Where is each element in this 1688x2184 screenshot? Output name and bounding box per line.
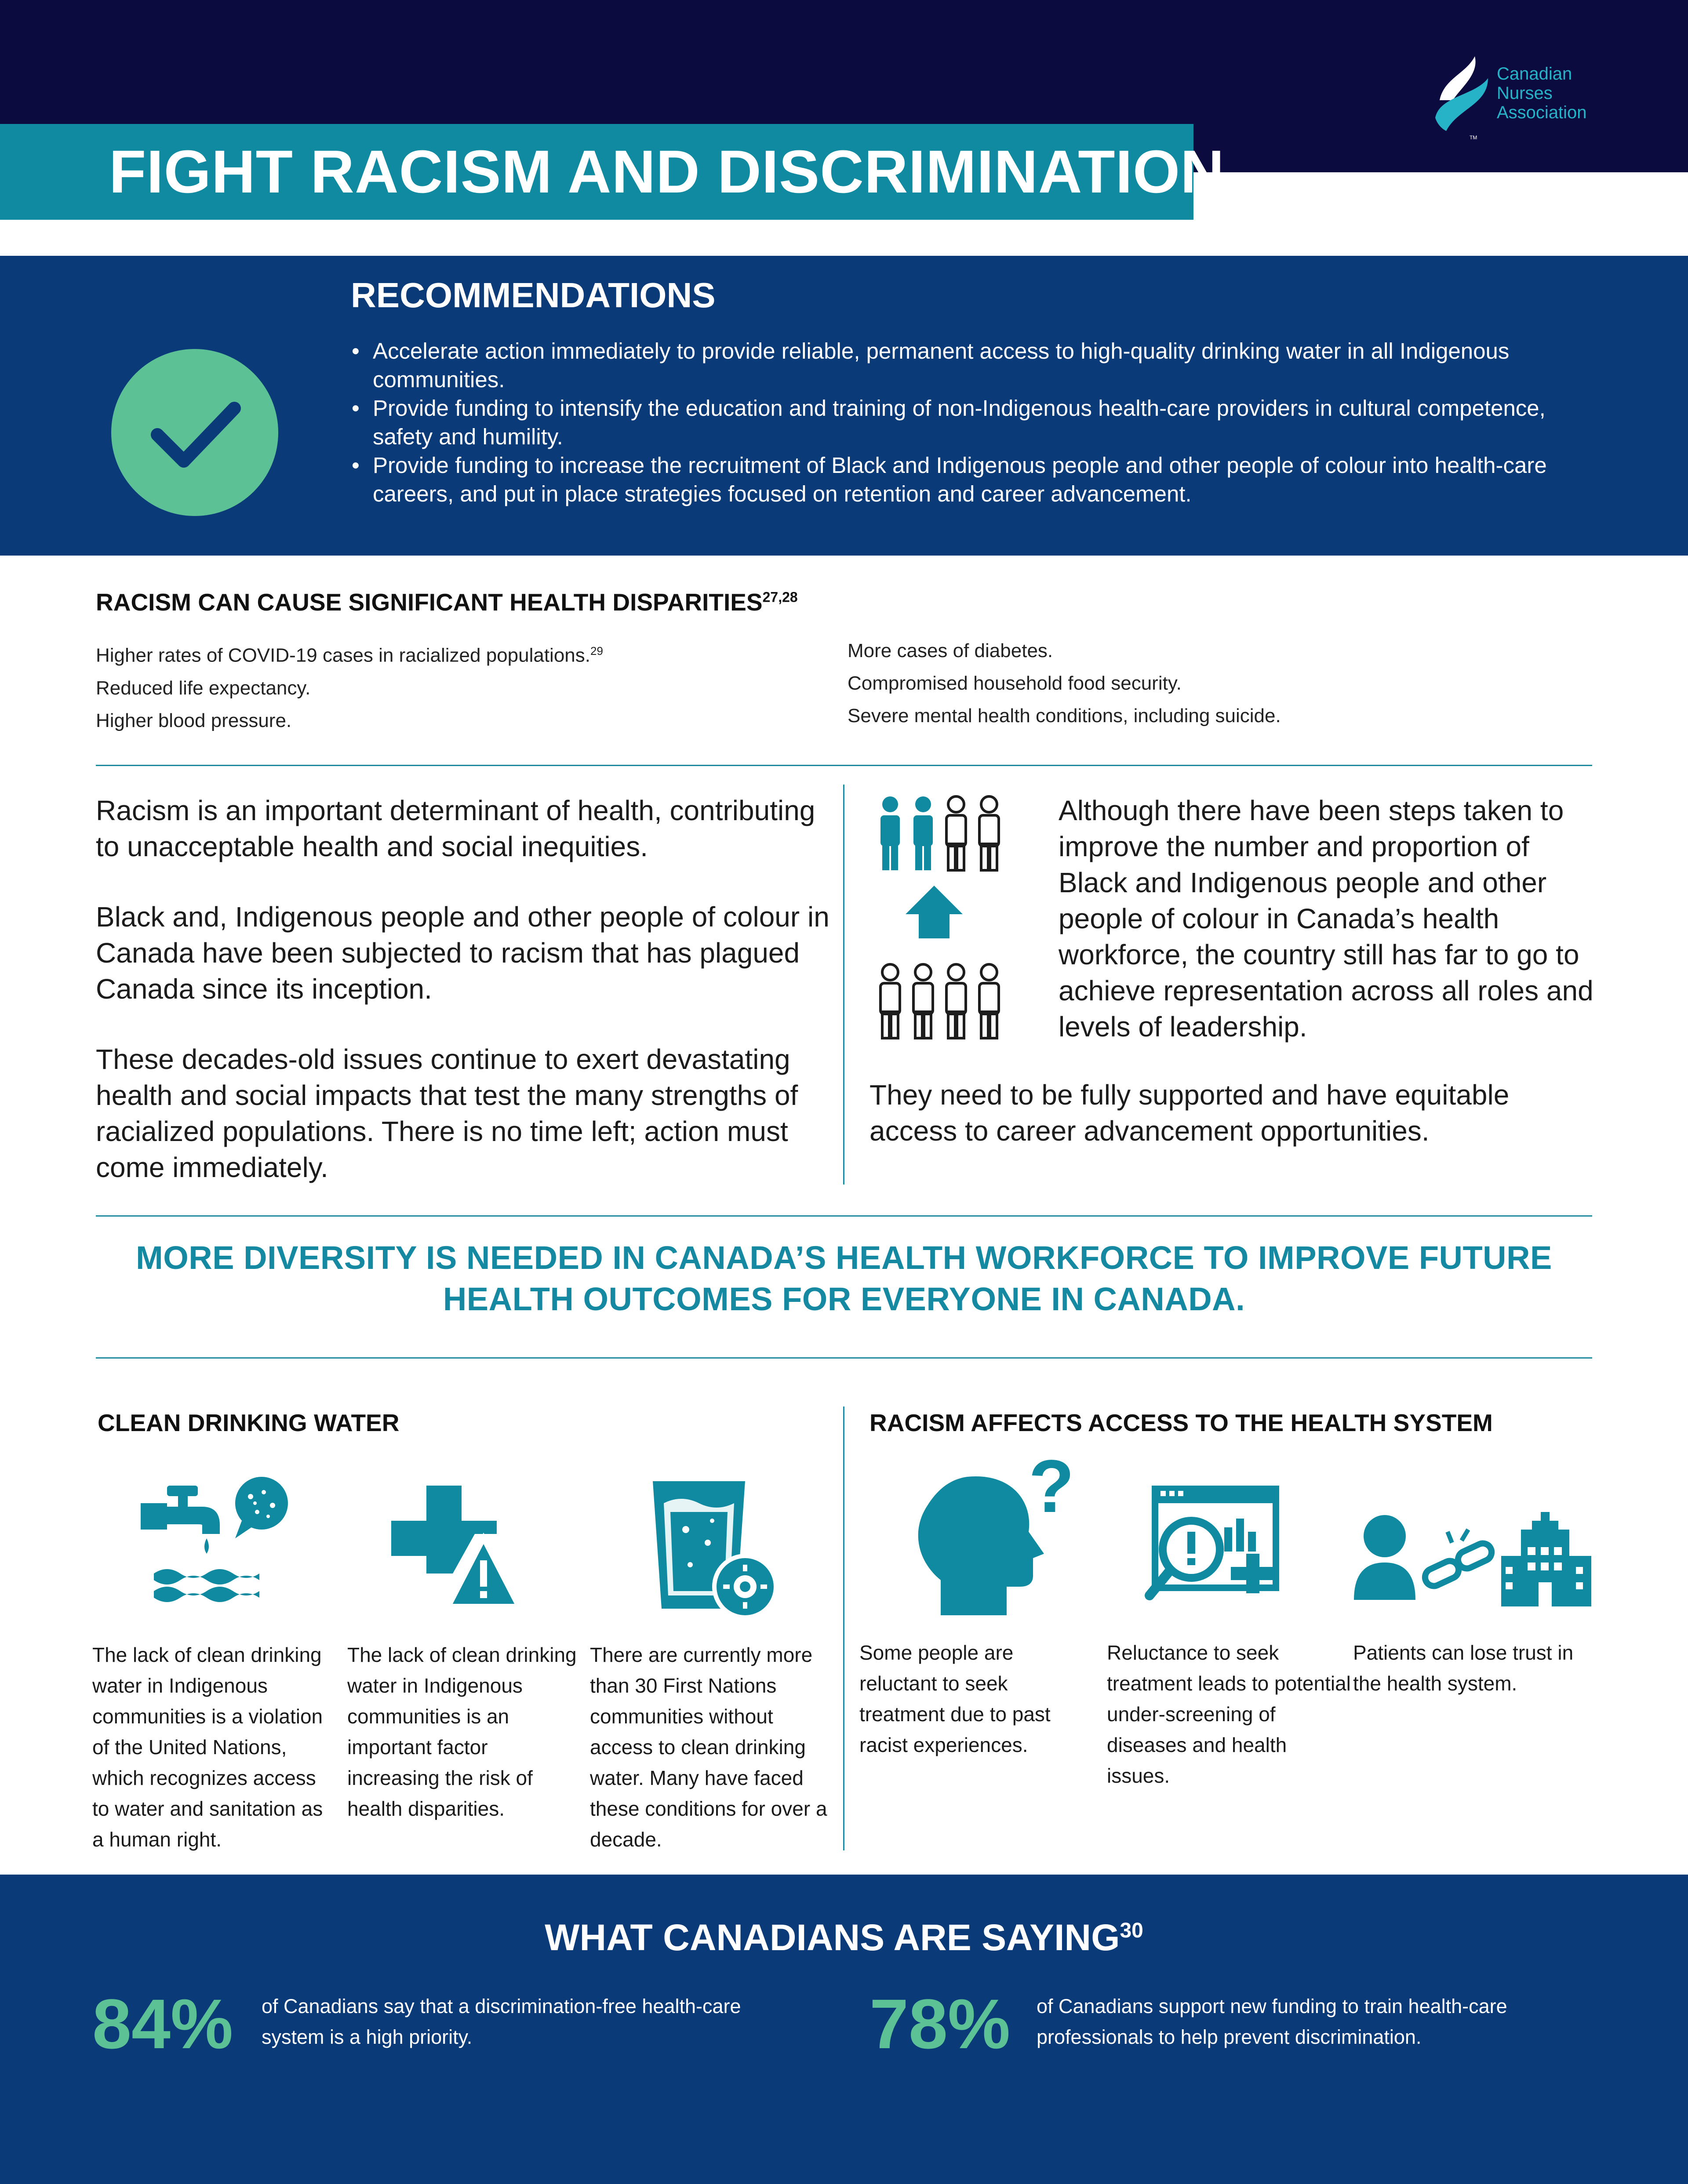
- head-question-icon: [901, 1453, 1077, 1620]
- disparity-item: Higher rates of COVID-19 cases in racialized populations.$^{29}$: [96, 644, 603, 666]
- recommendations-list: [351, 337, 1608, 508]
- divider: [96, 1215, 1592, 1217]
- workforce-text: Although there have been steps taken to improve the number and proportion of Black and Indigenous people and other people of colour in Canada’s health workforce, the country still has far to go to achieve representation across all roles and levels of leadership.: [1059, 795, 1593, 1043]
- check-icon: [111, 349, 278, 516]
- diversity-banner: [132, 1237, 1556, 1320]
- disparity-item: Reduced life expectancy.: [96, 677, 311, 699]
- stat-text: of Canadians say that a discrimination-free health-care system is a high priority.: [262, 1995, 741, 2048]
- access-caption: Some people are reluctant to seek treatment due to past racist experiences.: [859, 1641, 1051, 1756]
- disparity-item: Higher blood pressure.: [96, 709, 292, 731]
- racism-paragraph: Racism is an important determinant of health, contributing to unacceptable health and social inequities.: [96, 795, 815, 862]
- logo-line: Nurses: [1497, 84, 1553, 103]
- tap-water-icon: [136, 1472, 295, 1604]
- trademark-mark: TM: [1470, 134, 1477, 141]
- recommendation-item: • Provide funding to increase the recruitment of Black and Indigenous people and other people of colour into health-care careers, and put in place strategies focused on retention and career advancement.: [351, 451, 1608, 508]
- banner-line: HEALTH OUTCOMES FOR EVERYONE IN CANADA.: [443, 1281, 1245, 1317]
- broken-trust-icon: [1352, 1512, 1598, 1609]
- access-heading: RACISM AFFECTS ACCESS TO THE HEALTH SYSTEM: [869, 1409, 1493, 1436]
- recommendations-heading: RECOMMENDATIONS: [351, 276, 716, 315]
- cna-logo-text: [1497, 64, 1587, 122]
- svg-text:?: ?: [1029, 1453, 1074, 1528]
- water-caption: The lack of clean drinking water in Indigenous communities is a violation of the United Nations, which recognizes access to water and sanitation as a human right.: [92, 1643, 323, 1851]
- cna-logo: [1426, 52, 1611, 140]
- workforce-text-2: They need to be fully supported and have equitable access to career advancement opportunities.: [869, 1079, 1510, 1147]
- saying-section: [0, 1875, 1688, 2184]
- logo-line: Association: [1497, 103, 1587, 122]
- cna-logo-mark-icon: [1426, 52, 1492, 135]
- contaminated-glass-icon: [646, 1477, 778, 1622]
- vertical-divider: [843, 1406, 844, 1850]
- disparities-list-right: [848, 635, 1281, 732]
- racism-paragraph: Black and, Indigenous people and other people of colour in Canada have been subjected to racism that has plagued Canada since its inception.: [96, 901, 829, 1005]
- water-caption: The lack of clean drinking water in Indigenous communities is an important factor increasing the risk of health disparities.: [347, 1643, 577, 1820]
- people-increase-icon: [873, 791, 1013, 1055]
- disparity-item: Severe mental health conditions, including suicide.: [848, 705, 1281, 727]
- water-heading: CLEAN DRINKING WATER: [98, 1409, 400, 1436]
- access-caption: Reluctance to seek treatment leads to potential under-screening of diseases and health issues.: [1107, 1641, 1351, 1787]
- recommendation-item: • Accelerate action immediately to provide reliable, permanent access to high-quality drinking water in all Indigenous communities.: [351, 337, 1608, 394]
- stat-value: 84%: [92, 1984, 233, 2063]
- page-title: FIGHT RACISM AND DISCRIMINATION: [109, 138, 1225, 206]
- access-caption: Patients can lose trust in the health system.: [1353, 1641, 1574, 1695]
- disparities-heading: RACISM CAN CAUSE SIGNIFICANT HEALTH DISPARITIES$^{27,28}$: [96, 589, 798, 616]
- health-warning-icon: [387, 1481, 528, 1613]
- logo-line: Canadian: [1497, 64, 1572, 84]
- title-bar: [0, 124, 1225, 220]
- recommendation-item: • Provide funding to intensify the education and training of non-Indigenous health-care providers in cultural competence, safety and humility.: [351, 394, 1608, 451]
- racism-text: [96, 792, 834, 1220]
- stat-text: of Canadians support new funding to train health-care professionals to help prevent discrimination.: [1037, 1995, 1507, 2048]
- disparity-item: More cases of diabetes.: [848, 640, 1053, 661]
- stat-value: 78%: [869, 1984, 1011, 2063]
- banner-line: MORE DIVERSITY IS NEEDED IN CANADA’S HEALTH WORKFORCE TO IMPROVE FUTURE: [136, 1239, 1552, 1276]
- water-caption: There are currently more than 30 First Nations communities without access to clean drinking water. Many have faced these conditions for over a decade.: [590, 1643, 827, 1851]
- saying-heading: WHAT CANADIANS ARE SAYING$^{30}$: [545, 1917, 1143, 1958]
- divider: [96, 1357, 1592, 1359]
- divider: [96, 765, 1592, 766]
- screening-icon: [1143, 1481, 1284, 1617]
- racism-paragraph: These decades-old issues continue to exert devastating health and social impacts that test the many strengths of racialized populations. There is no time left; action must come immediately.: [96, 1043, 798, 1183]
- disparity-item: Compromised household food security.: [848, 672, 1182, 694]
- recommendations-section: [0, 256, 1688, 556]
- vertical-divider: [843, 785, 844, 1185]
- disparities-list-left: [96, 635, 603, 737]
